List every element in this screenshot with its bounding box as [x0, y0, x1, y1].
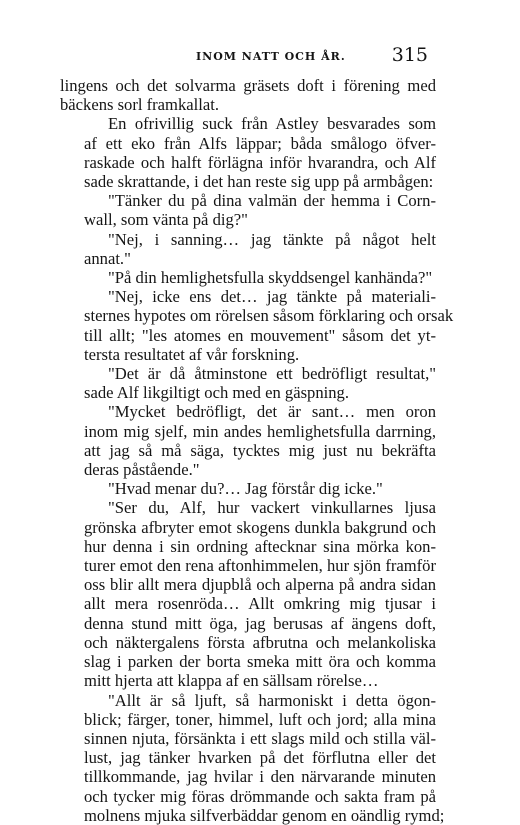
paragraph	[60, 287, 454, 364]
text-line: lust, jag tänker hvarken på det förflutna eller det	[84, 748, 436, 768]
running-head: INOM NATT OCH ÅR.	[196, 50, 346, 63]
text-line: inom mig sjelf, min andes hemlighetsfulla darrning,	[84, 421, 436, 441]
text-line: "Mycket bedröfligt, det är sant… men oron	[108, 402, 436, 422]
text-line: "Nej, i sanning… jag tänkte på något helt	[108, 229, 436, 249]
text-line: "På din hemlighetsfulla skyddsengel kanhända?"	[108, 268, 433, 288]
paragraph	[60, 230, 436, 268]
paragraph	[60, 364, 436, 402]
paragraph	[60, 114, 436, 191]
text-line: molnens mjuka silfverbäddar genom en oändlig rymd;	[84, 805, 445, 825]
page-number: 315	[391, 44, 428, 66]
text-line: mitt hjerta att klappa af en sällsam rörelse…	[84, 671, 379, 691]
text-line: lingens och det solvarma gräsets doft i förening med	[60, 76, 436, 95]
paragraph	[60, 498, 436, 690]
text-line: "Hvad menar du?… Jag förstår dig icke."	[108, 479, 383, 499]
text-line: allt mera rosenröda… Allt omkring mig tjusar i	[84, 594, 436, 614]
text-line: oss blir allt mera djupblå och alperna på andra sidan	[84, 575, 436, 595]
text-line: till allt; "les atomes en mouvement" såsom det yt-	[84, 325, 436, 345]
text-line: hur denna i sin ordning aftecknar sina mörka kon-	[84, 536, 436, 556]
text-line: denna stund mitt öga, jag berusas af ängens doft,	[84, 613, 436, 633]
text-line: bäckens sorl framkallat.	[60, 95, 219, 115]
page-header	[60, 44, 438, 68]
paragraph	[60, 268, 436, 287]
text-line: "Det är då åtminstone ett bedröfligt resultat,"	[108, 364, 436, 384]
paragraph	[60, 191, 436, 229]
text-line: "Tänker du på dina valmän der hemma i Corn-	[108, 191, 436, 211]
text-line: tillkommande, jag hvilar i den närvarande minuten	[84, 767, 436, 787]
text-line: af ett eko från Alfs läppar; båda smålogo öfver-	[84, 133, 436, 153]
text-line: "Ser du, Alf, hur vackert vinkullarnes ljusa	[108, 498, 436, 518]
text-line: deras påstående."	[84, 460, 200, 480]
text-line: annat."	[84, 248, 131, 268]
text-line: "Allt är så ljuft, så harmoniskt i detta ögon-	[108, 690, 436, 710]
text-line: grönska afbryter emot skogens dunkla bakgrund och	[84, 517, 436, 537]
text-line: och tycker mig föras drömmande och sakta fram på	[84, 786, 436, 806]
text-line: sade skrattande, i det han reste sig upp på armbågen:	[84, 172, 434, 192]
text-line: En ofrivillig suck från Astley besvarades som	[108, 114, 436, 134]
body-text	[60, 76, 454, 825]
paragraph	[60, 690, 445, 825]
text-line: att jag så må säga, tycktes mig just nu bekräfta	[84, 440, 436, 460]
text-line: sade Alf likgiltigt och med en gäspning.	[84, 383, 349, 403]
text-line: blick; färger, toner, himmel, luft och jord; alla mina	[84, 709, 436, 729]
text-line: sternes hypotes om rörelsen såsom förklaring och orsak	[84, 306, 454, 326]
text-line: turer emot den rena aftonhimmelen, hur sjön framför	[84, 556, 436, 576]
paragraph	[60, 479, 436, 498]
text-line: wall, som vänta på dig?"	[84, 210, 248, 230]
paragraph	[60, 76, 436, 114]
text-line: och näktergalens första afbrutna och melankoliska	[84, 632, 436, 652]
paragraph	[60, 402, 436, 479]
text-line: tersta resultatet af vår forskning.	[84, 344, 300, 364]
text-line: slag i parken der borta smeka mitt öra och komma	[84, 652, 436, 672]
text-line: "Nej, icke ens det… jag tänkte på materiali-	[108, 287, 436, 307]
text-line: sinnen njuta, försänkta i ett slags mild och stilla väl-	[84, 728, 436, 748]
text-line: raskade och halft förlägna inför hvarandra, och Alf	[84, 152, 436, 172]
